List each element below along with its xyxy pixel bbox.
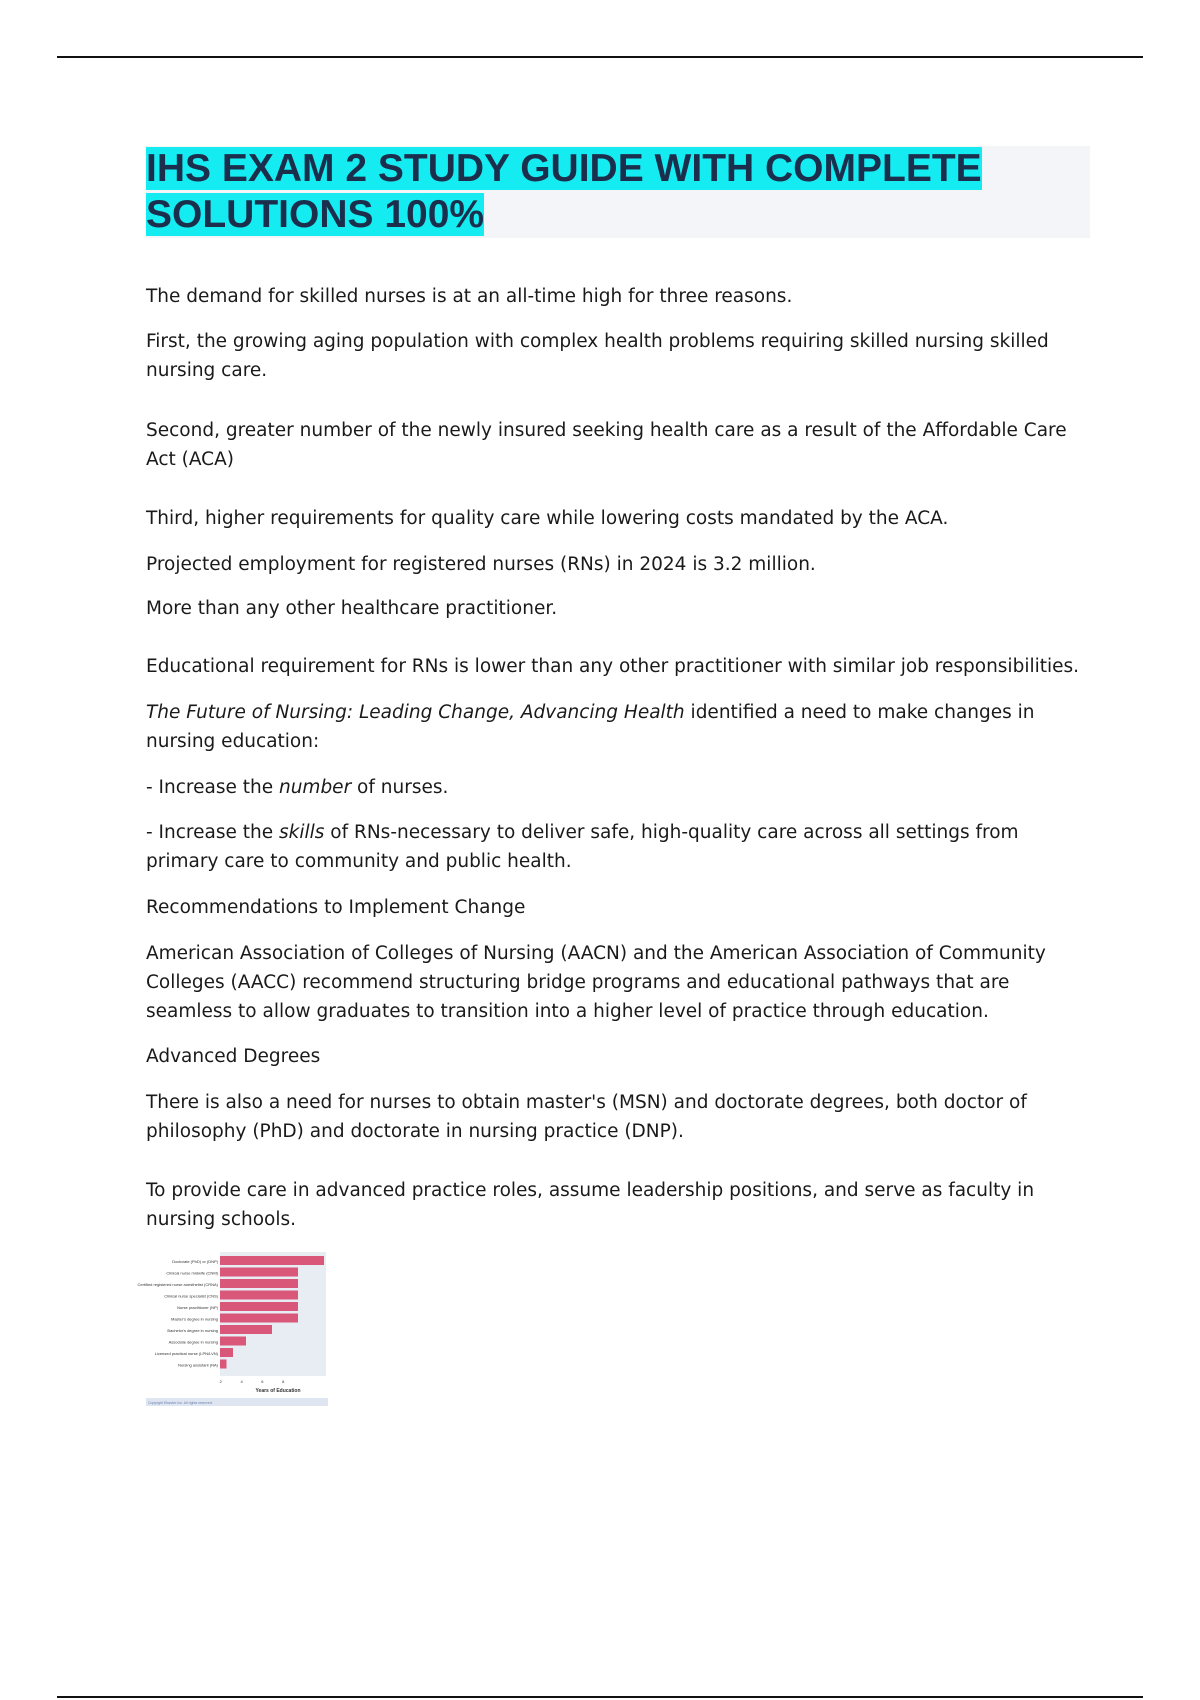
bar (220, 1268, 298, 1277)
emphasis: skills (278, 822, 325, 843)
bar (220, 1291, 298, 1300)
bar (220, 1337, 246, 1346)
category-label: Nursing assistant (NA) (177, 1362, 218, 1368)
category-label: Clinical nurse midwife (CNM) (166, 1270, 218, 1276)
paragraph: Third, higher requirements for quality care while lowering costs mandated by the ACA. (146, 508, 949, 529)
paragraph: More than any other healthcare practitioner. (146, 598, 558, 619)
paragraph-text: - Increase the (146, 822, 279, 843)
bar (220, 1325, 272, 1334)
bar (220, 1314, 298, 1323)
x-tick-label: 2 (219, 1379, 222, 1384)
paragraph: Projected employment for registered nurses (RNs) in 2024 is 3.2 million. (146, 554, 816, 575)
paragraph: There is also a need for nurses to obtain master's (MSN) and doctorate degrees, both doctor of philosophy (PhD) and doctorate in nursing practice (DNP). (146, 1092, 1027, 1142)
paragraph: American Association of Colleges of Nursing (AACN) and the American Association of Community Colleges (AACC) recommend structuring bridge programs and educational pathways that are seamless to allow graduates to transition into a higher level of practice through education. (146, 943, 1046, 1022)
x-tick-label: 8 (282, 1379, 285, 1384)
page-title (146, 146, 1090, 238)
paragraph: First, the growing aging population with complex health problems requiring skilled nursing skilled nursing care. (146, 331, 1049, 381)
x-tick-label: 4 (240, 1379, 243, 1384)
chart-caption: Copyright Elsevier Inc. All rights reserved. (148, 1401, 213, 1405)
book-title: The Future of Nursing: Leading Change, Advancing Health (146, 702, 685, 723)
paragraph-text: of nurses. (351, 777, 449, 798)
category-label: Master's degree in nursing (170, 1316, 218, 1322)
category-label: Doctorate (PhD) or (DNP) (172, 1259, 218, 1264)
section-heading: Advanced Degrees (146, 1046, 321, 1067)
bar (220, 1279, 298, 1288)
paragraph: The demand for skilled nurses is at an all-time high for three reasons. (146, 286, 793, 307)
title-line-1: IHS EXAM 2 STUDY GUIDE WITH COMPLETE (146, 147, 982, 190)
chart-svg (137, 1252, 328, 1406)
header-rule (57, 56, 1143, 58)
title-line-2: SOLUTIONS 100% (146, 193, 485, 236)
section-heading: Recommendations to Implement Change (146, 897, 526, 918)
paragraph: Educational requirement for RNs is lower than any other practitioner with similar job responsibilities. (146, 656, 1080, 677)
bar (220, 1360, 227, 1369)
title-block (146, 146, 1090, 238)
category-label: Associate degree in nursing (168, 1339, 218, 1345)
category-label: Clinical nurse specialist (CNS) (164, 1293, 218, 1299)
paragraph-text: identified a need to make changes in nursing education: (146, 702, 1035, 752)
bar (220, 1348, 233, 1357)
x-axis-label: Years of Education (255, 1388, 301, 1394)
category-label: Licensed practical nurse (LPN/LVN) (154, 1351, 218, 1356)
emphasis: number (278, 777, 352, 798)
category-label: Nurse practitioner (NP) (177, 1305, 218, 1310)
paragraph: To provide care in advanced practice roles, assume leadership positions, and serve as faculty in nursing schools. (146, 1180, 1035, 1230)
paragraph (146, 818, 1090, 876)
paragraph (146, 773, 1090, 802)
paragraph: Second, greater number of the newly insured seeking health care as a result of the Affordable Care Act (ACA) (146, 420, 1067, 470)
paragraph-text: of RNs-necessary to deliver safe, high-quality care across all settings from primary care to community and public health. (146, 822, 1019, 872)
x-tick-label: 6 (261, 1379, 264, 1384)
education-chart (137, 1252, 328, 1406)
category-label: Bachelor's degree in nursing (167, 1328, 218, 1333)
paragraph (146, 698, 1090, 756)
category-label: Certified registered nurse anesthetist (CRNA) (137, 1282, 218, 1287)
bar (220, 1256, 324, 1265)
bar (220, 1302, 298, 1311)
footer-rule (57, 1696, 1143, 1698)
paragraph-text: - Increase the (146, 777, 279, 798)
